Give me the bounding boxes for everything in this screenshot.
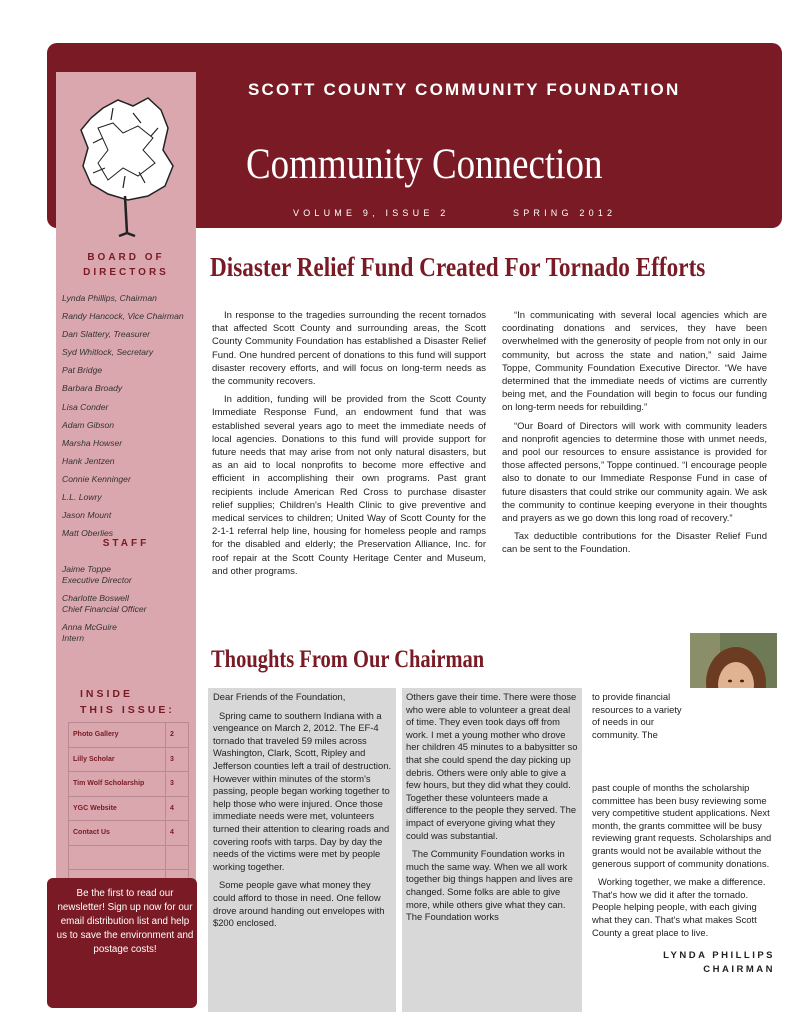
paragraph: past couple of months the scholarship committee has been busy reviewing some very competitive student applications. Next month, the grants committee will be busy reviewing grant requests. Scholarships and grants would not be available without the generous support of community donations.	[592, 782, 772, 869]
staff-member	[62, 593, 197, 614]
paragraph: Some people gave what money they could afford to those in need. One fellow drove around handing out envelopes with $200 enclosed.	[213, 879, 385, 929]
toc-page-number: 3	[166, 747, 189, 772]
toc-row[interactable]	[69, 747, 189, 772]
paragraph: The Community Foundation works in much the same way. When we all work together big things happen and lives are changed. Some folks are able to give more, while others give what they can. The Foundation works	[406, 848, 573, 923]
toc-label[interactable]: Contact Us	[69, 821, 166, 846]
paragraph: Spring came to southern Indiana with a vengeance on March 2, 2012. The EF-4 tornado that traveled 59 miles across Washington, Clark, Scott, Ripley and Jefferson counties left a trail of destruction. However within minutes of the storm's passing, people began working together to help those who were injured. Once those immediate needs were met, volunteers turned their attention to clearing roads and covering roofs with tarps. Day by day the needs of the victims were met by people working together.	[213, 709, 392, 872]
article-column-left	[212, 309, 486, 583]
inside-heading-line2: THIS ISSUE:	[80, 704, 175, 716]
staff-member	[62, 622, 197, 643]
paragraph: Tax deductible contributions for the Disaster Relief Fund can be sent to the Foundation.	[502, 531, 767, 556]
paragraph: Working together, we make a difference. That's how we did it after the tornado. People helping people, with each giving what they can. That's what makes Scott County a great place to live.	[592, 876, 766, 938]
toc-page-number: 4	[166, 796, 189, 821]
board-member: Syd Whitlock, Secretary	[62, 347, 154, 358]
chairman-headline: Thoughts From Our Chairman	[211, 646, 485, 673]
newsletter-signup-text: Be the first to read our newsletter! Sign up now for our email distribution list and help us to save the environment and postage costs!	[56, 888, 194, 955]
board-member: Hank Jentzen	[62, 455, 115, 466]
board-member: L.L. Lowry	[62, 492, 102, 503]
board-list	[62, 289, 197, 542]
board-member: Adam Gibson	[62, 419, 115, 430]
paragraph: Dear Friends of the Foundation,	[213, 691, 346, 702]
paragraph: “In communicating with several local agencies which are coordinating donations and services, they have been overwhelmed with the generosity of people from not only in our community, but across the state and nation,” said Jaime Toppe, Community Foundation Executive Director. “We have determined that the immediate needs of victims are currently being met, and the Foundation will begin to focus our funding on long-term needs for rebuilding.”	[502, 310, 767, 414]
chairman-column-3	[592, 782, 774, 945]
staff-name: Jaime Toppe	[62, 564, 111, 574]
volume-issue: VOLUME 9, ISSUE 2	[293, 208, 450, 218]
toc-row[interactable]	[69, 796, 189, 821]
board-member: Matt Oberlies	[62, 528, 114, 539]
inside-heading-line1: INSIDE	[80, 688, 134, 700]
issue-season: SPRING 2012	[513, 208, 617, 218]
staff-role: Executive Director	[62, 574, 132, 585]
board-member: Randy Hancock, Vice Chairman	[62, 311, 184, 322]
staff-heading: STAFF	[102, 538, 150, 549]
chairman-column-1	[213, 691, 393, 936]
toc-label[interactable]: Photo Gallery	[69, 723, 166, 748]
toc-page-number: 3	[166, 772, 189, 797]
board-member: Lisa Conder	[62, 401, 109, 412]
toc-row[interactable]	[69, 845, 189, 870]
board-member: Jason Mount	[62, 510, 112, 521]
newsletter-title: Community Connection	[246, 141, 603, 188]
staff-role: Intern	[62, 632, 84, 643]
chairman-column-3-top: to provide financial resources to a variety of needs in our community. The	[592, 691, 682, 740]
board-member: Marsha Howser	[62, 437, 123, 448]
board-member: Dan Slattery, Treasurer	[62, 329, 151, 340]
paragraph: “Our Board of Directors will work with community leaders and nonprofit agencies to determine those with unmet needs, and pool our resources to ensure assistance is provided for those affected persons,” Toppe continued. “I encourage people also to donate to our Immediate Response Fund in case of future disasters that could strike our community again. We ask the community to continue keeping everyone in their thoughts and prayers as we go down this long road of recovery.”	[502, 420, 767, 525]
board-member: Connie Kenninger	[62, 473, 131, 484]
inside-heading	[80, 686, 175, 718]
organization-name: SCOTT COUNTY COMMUNITY FOUNDATION	[248, 80, 681, 99]
toc-label[interactable]: Lilly Scholar	[69, 747, 166, 772]
staff-role: Chief Financial Officer	[62, 603, 147, 614]
toc-page-number	[166, 845, 189, 870]
staff-member	[62, 564, 197, 585]
board-member: Pat Bridge	[62, 365, 103, 376]
toc-page-number: 2	[166, 723, 189, 748]
toc-label[interactable]: YGC Website	[69, 796, 166, 821]
toc-row[interactable]	[69, 772, 189, 797]
toc-row[interactable]	[69, 723, 189, 748]
toc-label[interactable]: Tim Wolf Scholarship	[69, 772, 166, 797]
board-member: Lynda Phillips, Chairman	[62, 293, 157, 303]
staff-name: Charlotte Boswell	[62, 593, 129, 603]
paragraph: In response to the tragedies surrounding the recent tornados that affected Scott County and surrounding areas, the Scott County Community Foundation has established a Disaster Relief Fund. One hundred percent of donations to this fund will support disaster recovery efforts, and will focus on long-term needs as the community recovers.	[212, 310, 486, 388]
paragraph: Others gave their time. There were those who were able to volunteer a great deal of time. They even took days off from work. I met a young mother who drove her children 45 minutes to a babysitter so that she could spend the day picking up debris. Others were only able to give a few hours, but they did what they could. Together these volunteers made a difference to the people they served. The impact of everyone giving what they could was substantial.	[406, 691, 578, 841]
signature-name: LYNDA PHILLIPS	[663, 950, 775, 961]
staff-name: Anna McGuire	[62, 622, 117, 632]
chairman-column-2	[406, 691, 579, 930]
board-heading: BOARD OF DIRECTORS	[83, 252, 169, 278]
table-of-contents	[68, 722, 189, 895]
toc-row[interactable]	[69, 821, 189, 846]
article-headline: Disaster Relief Fund Created For Tornado Efforts	[210, 252, 706, 282]
toc-page-number: 4	[166, 821, 189, 846]
tree-logo	[73, 88, 178, 238]
signature-title: CHAIRMAN	[703, 964, 775, 975]
paragraph: In addition, funding will be provided from the Scott County Immediate Response Fund, an endowment fund that was established several years ago to meet the immediate needs of local agencies. Donations to this fund will provide support for future needs that may arise from not only natural disasters, but as an aid to local nonprofits to become more effective and efficient in accomplishing their own programs. Past grant recipients include American Red Cross to purchase disaster relief supplies; Children's Health Clinic to give preventive and medical services to children; United Way of Scott County for the 2-1-1 referral help line, housing for homeless people and ramps for the disabled and elderly; the Preservation Alliance, Inc. for roof repair at the Scott County Heritage Center and Museum, and other programs.	[212, 394, 486, 577]
staff-list	[62, 564, 197, 651]
board-member: Barbara Broady	[62, 383, 123, 394]
toc-label[interactable]	[69, 845, 166, 870]
article-column-right	[502, 309, 767, 562]
